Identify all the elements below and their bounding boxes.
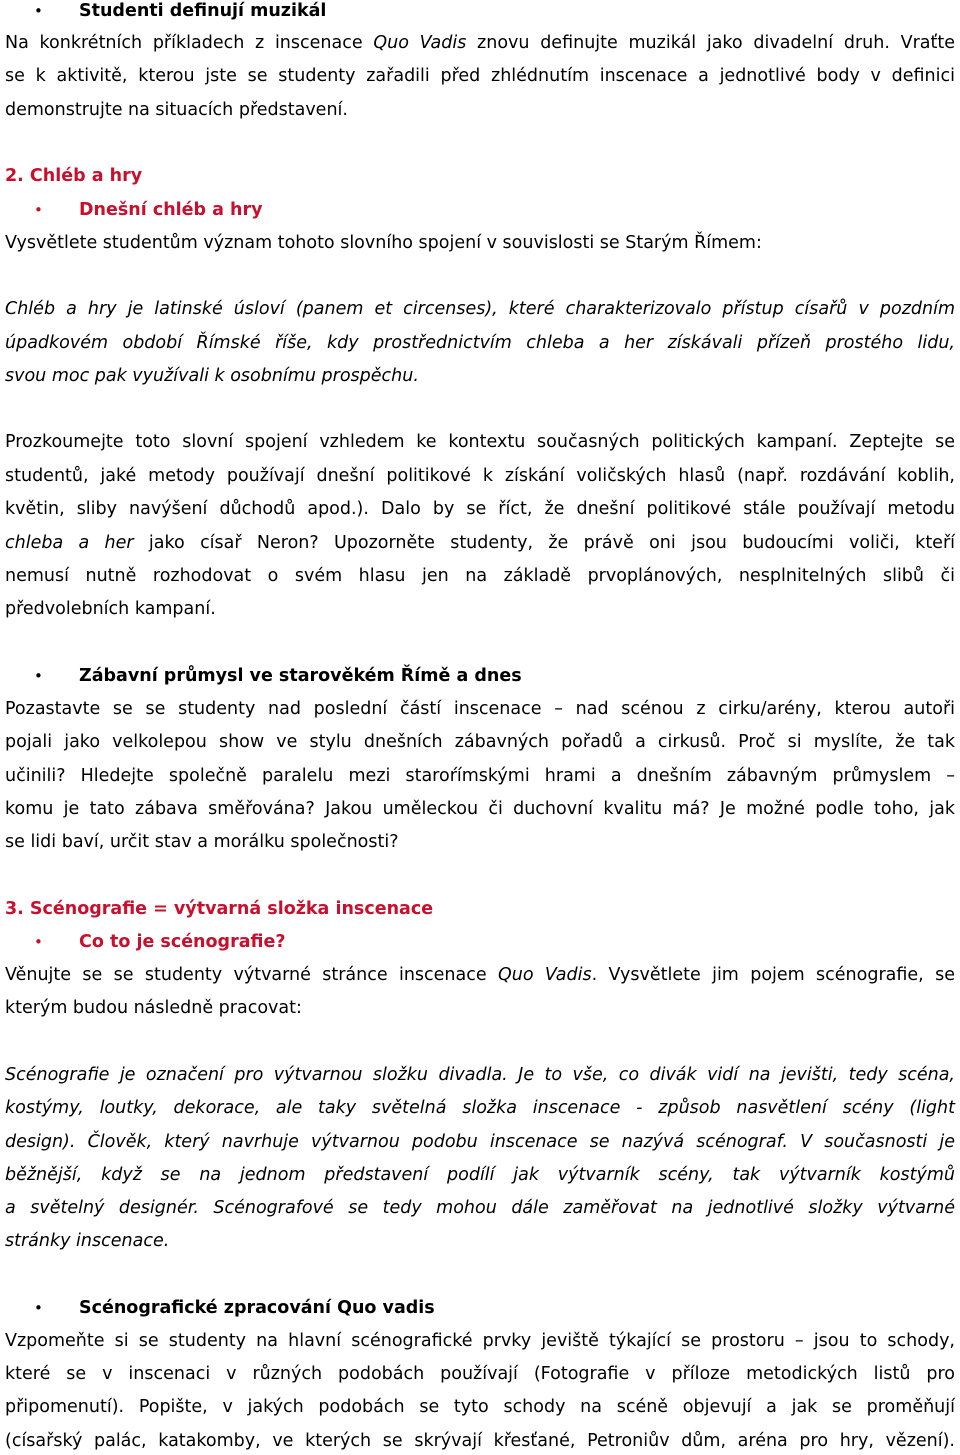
- quote-line: Chléb a hry je latinské úsloví (panem et circenses), které charakterizovalo přístup císařů v pozdním: [5, 299, 955, 319]
- section-heading-studenti-definuji-muzikal: Studenti definují muzikál: [79, 1, 327, 21]
- bullet-marker: •: [34, 667, 43, 685]
- paragraph-line: Pozastavte se se studenty nad poslední částí inscenace – nad scénou z cirku/arény, kterou autoři: [5, 699, 955, 719]
- section-title-scenografie: 3. Scénografie = výtvarná složka inscenace: [5, 899, 434, 919]
- quote-line: úpadkovém období Římské říše, kdy prostřednictvím chleba a her získávali přízeň prostého lidu,: [5, 333, 955, 353]
- quote-line: běžnější, když se na jednom představení podílí jak výtvarník scény, tak výtvarník kostýmů: [5, 1165, 955, 1185]
- paragraph-line: učinili? Hledejte společně paralelu mezi staroŕímskými hrami a dnešním zábavným průmyslem –: [5, 766, 955, 786]
- paragraph-line: které se v inscenaci v různých podobách používají (Fotografie v příloze metodických listů pro: [5, 1364, 955, 1384]
- paragraph-line: (císařský palác, katakomby, ve kterých se skrývají křesťané, Petroniův dům, aréna pro hry, vězení).: [5, 1431, 955, 1451]
- quote-line: svou moc pak využívali k osobnímu prospěchu.: [5, 366, 419, 386]
- quote-line: design). Člověk, který navrhuje výtvarnou podobu inscenace se nazývá scénograf. V současnosti je: [5, 1132, 955, 1152]
- paragraph-line: komu je tato zábava směřována? Jakou uměleckou či duchovní kvalitu má? Je možné podle toho, jak: [5, 799, 955, 819]
- quote-line: stránky inscenace.: [5, 1231, 170, 1251]
- paragraph-line: se k aktivitě, kterou jste se studenty zařadili před zhlédnutím inscenace a jednotlivé body v definici: [5, 66, 955, 86]
- paragraph-line: květin, sliby navýšení důchodů apod.). Dalo by se říct, že dnešní politikové stále používají metodu: [5, 499, 955, 519]
- subsection-heading-dnesni-chleb-a-hry: Dnešní chléb a hry: [79, 200, 263, 220]
- paragraph-line: studentů, jaké metody používají dnešní politikové k získání voličských hlasů (např. rozdávání koblih,: [5, 466, 955, 486]
- section-title-chleb-a-hry: 2. Chléb a hry: [5, 166, 143, 186]
- paragraph-line: pojali jako velkolepou show ve stylu dnešních zábavných pořadů a cirkusů. Proč si myslíte, že tak: [5, 732, 955, 752]
- bullet-marker: •: [34, 201, 43, 219]
- subsection-heading-co-to-je-scenografie: Co to je scénografie?: [79, 932, 286, 952]
- subsection-heading-zabavni-prumysl: Zábavní průmysl ve starověkém Římě a dnes: [79, 666, 522, 686]
- paragraph-line: demonstrujte na situacích představení.: [5, 100, 348, 120]
- bullet-marker: •: [34, 1299, 43, 1317]
- paragraph-line: Věnujte se se studenty výtvarné stránce inscenace Quo Vadis. Vysvětlete jim pojem scénografie, se: [5, 965, 955, 985]
- paragraph-line: Prozkoumejte toto slovní spojení vzhledem ke kontextu současných politických kampaní. Zeptejte se: [5, 432, 955, 452]
- paragraph-line: Vysvětlete studentům význam tohoto slovního spojení v souvislosti se Starým Římem:: [5, 233, 762, 253]
- paragraph-line: předvolebních kampaní.: [5, 599, 216, 619]
- paragraph-line: kterým budou následně pracovat:: [5, 998, 302, 1018]
- paragraph-line: Na konkrétních příkladech z inscenace Quo Vadis znovu definujte muzikál jako divadelní druh. Vraťte: [5, 33, 955, 53]
- bullet-marker: •: [34, 933, 43, 951]
- quote-line: kostýmy, loutky, dekorace, ale taky světelná složka inscenace - způsob nasvětlení scény (light: [5, 1098, 955, 1118]
- paragraph-line: Vzpomeňte si se studenty na hlavní scénografické prvky jeviště týkající se prostoru – jsou to schody,: [5, 1331, 955, 1351]
- quote-line: Scénografie je označení pro výtvarnou složku divadla. Je to vše, co divák vidí na jevišti, tedy scéna,: [5, 1065, 955, 1085]
- bullet-marker: •: [34, 2, 43, 20]
- paragraph-line: chleba a her jako císař Neron? Upozorněte studenty, že právě oni jsou budoucími voliči, kteří: [5, 533, 955, 553]
- paragraph-line: se lidi baví, určit stav a morálku společnosti?: [5, 832, 399, 852]
- paragraph-line: připomenutí). Popište, v jakých podobách se tyto schody na scéně objevují a jak se proměňují: [5, 1397, 955, 1417]
- quote-line: a světelný designér. Scénografové se tedy mohou dále zaměřovat na jednotlivé složky výtvarné: [5, 1198, 955, 1218]
- subsection-heading-scenograficke-zpracovani: Scénografické zpracování Quo vadis: [79, 1298, 435, 1318]
- paragraph-line: nemusí nutně rozhodovat o svém hlasu jen na základě prvoplánových, nesplnitelných slibů či: [5, 566, 955, 586]
